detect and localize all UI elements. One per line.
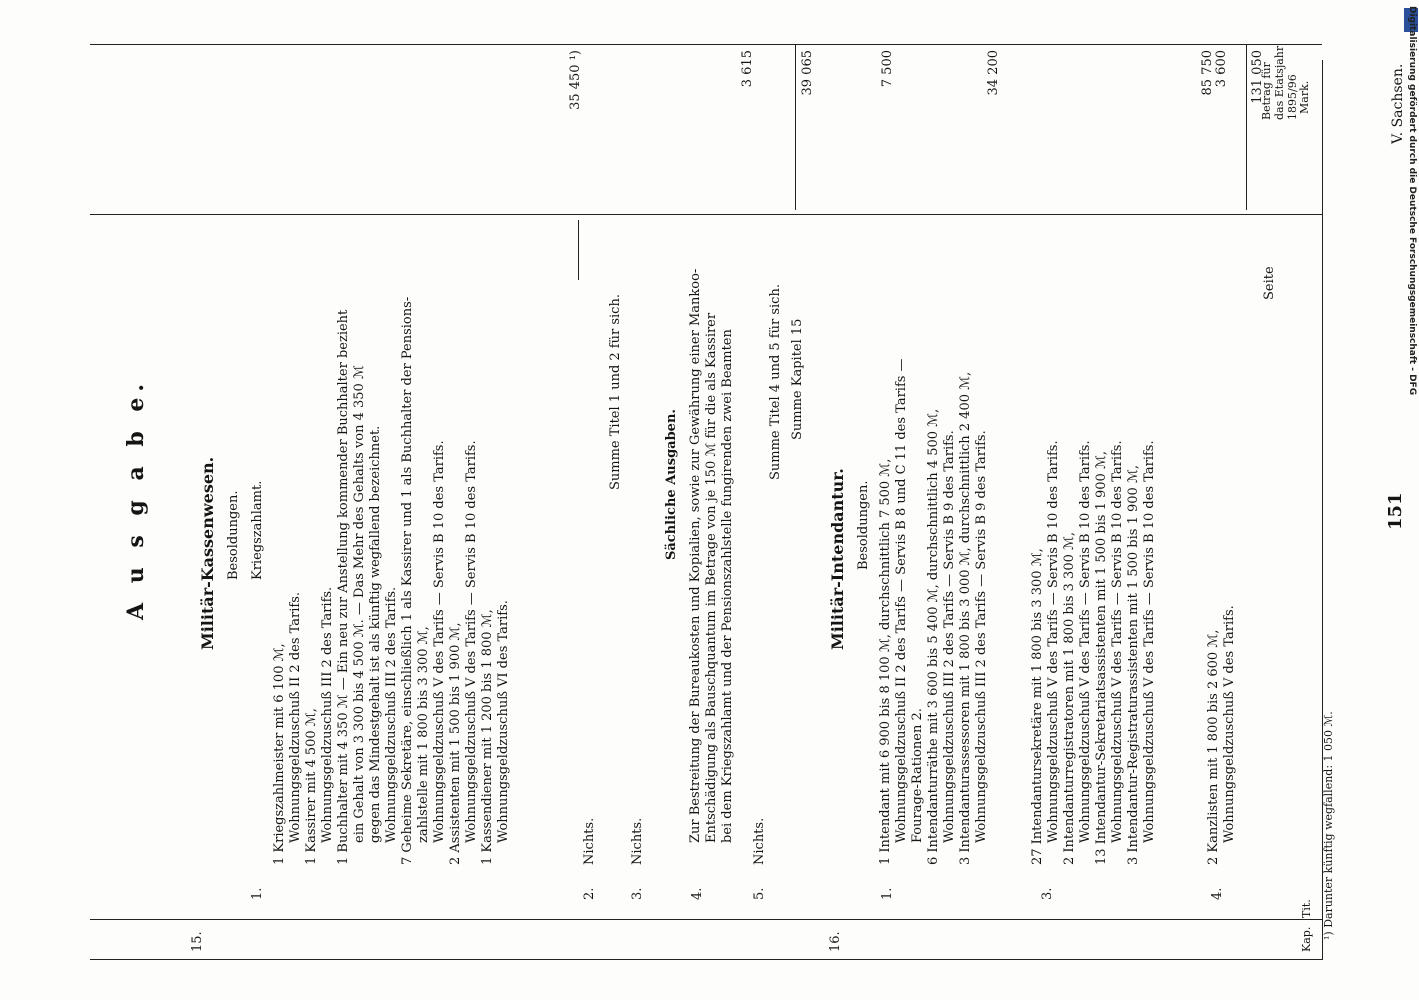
kap15-line: Wohnungsgeldzuschuß II 2 des Tarifs. — [288, 591, 303, 843]
kap15-line: Wohnungsgeldzuschuß III 2 des Tarifs. — [384, 586, 399, 843]
kap15-amount1: 35 450 ¹) — [568, 50, 583, 110]
kap15-nichts2: Nichts. — [582, 817, 597, 865]
kap16-line: 1 Intendant mit 6 900 bis 8 100 ℳ, durchschnittlich 7 500 ℳ, — [878, 458, 893, 865]
kap16-tit3-line: Wohnungsgeldzuschuß V des Tarifs — Servis B 10 des Tarifs. — [1110, 440, 1125, 843]
kap15-tit4-line: bei dem Kriegszahlamt und der Pensionszahlstelle fungirenden zwei Beamten — [720, 329, 735, 843]
kap15-line: Wohnungsgeldzuschuß V des Tarifs — Servis B 10 des Tarifs. — [464, 440, 479, 843]
kap15-heading: Militär-Kassenwesen. — [198, 456, 217, 650]
kap15-summe-1-2: Summe Titel 1 und 2 für sich. — [608, 294, 623, 490]
kap16-tit3: 3. — [1040, 887, 1055, 900]
kap15-line: Wohnungsgeldzuschuß III 2 des Tarifs. — [320, 586, 335, 843]
kap16-tit4-line: Wohnungsgeldzuschuß V des Tarifs. — [1222, 605, 1237, 843]
summe-rule — [578, 220, 579, 280]
kap16-tit4: 4. — [1210, 887, 1225, 900]
seite-rule — [1246, 45, 1247, 210]
section-heading: V. Sachsen. — [1390, 63, 1406, 144]
footnote: ¹) Darunter künftig wegfallend: 1 050 ℳ. — [1322, 711, 1335, 940]
dfg-credit: Digitalisierung gefördert durch die Deutsche Forschungsgemeinschaft - DFG — [1407, 6, 1417, 396]
kap16-amount1: 7 500 — [880, 50, 895, 88]
kap15-tit5: 5. — [752, 887, 767, 900]
kap15-line: 1 Buchhalter mit 4 350 ℳ — Ein neu zur Anstellung kommender Buchhalter bezieht — [336, 309, 351, 865]
kap15-tit4-text — [688, 269, 736, 865]
kap15-line: Wohnungsgeldzuschuß VI des Tarifs. — [496, 600, 511, 843]
rule-amount-left — [90, 214, 1322, 215]
kap15-tit4-line: Entschädigung als Bauschquantum im Betrage von je 150 ℳ für die als Kassirer — [704, 312, 719, 843]
kap16-tit3-line: Wohnungsgeldzuschuß V des Tarifs — Servis B 10 des Tarifs. — [1078, 440, 1093, 843]
kap16-number: 16. — [828, 931, 843, 952]
kap16-position-list-3 — [1030, 440, 1158, 865]
kap16-tit3-line: 13 Intendantur-Sekretariatsassistenten mit 1 500 bis 1 900 ℳ, — [1094, 451, 1109, 865]
kap16-line: Wohnungsgeldzuschuß III 2 des Tarifs — Servis B 9 des Tarifs. — [974, 430, 989, 843]
kap15-kriegszahlamt: Kriegszahlamt. — [250, 480, 265, 580]
kap15-line: 1 Kassendiener mit 1 200 bis 1 800 ℳ, — [480, 609, 495, 865]
kap16-line: Wohnungsgeldzuschuß III 2 des Tarifs — Servis B 9 des Tarifs. — [942, 430, 957, 843]
kap15-sachliche: Sächliche Ausgaben. — [664, 409, 679, 560]
kap15-line: Wohnungsgeldzuschuß V des Tarifs — Servis B 10 des Tarifs. — [432, 440, 447, 843]
kap16-tit3-line: Wohnungsgeldzuschuß V des Tarifs — Servis B 10 des Tarifs. — [1046, 440, 1061, 843]
kap15-line: 1 Kriegszahlmeister mit 6 100 ℳ, — [272, 643, 287, 865]
kap16-line: 3 Intendanturassessoren mit 1 800 bis 3 000 ℳ, durchschnittlich 2 400 ℳ, — [958, 371, 973, 865]
kap15-tit4-line: Zur Bestreitung der Bureaukosten und Kopialien, sowie zur Gewährung einer Mankoo- — [688, 268, 703, 843]
main-title: A u s g a b e. — [123, 377, 149, 620]
kap16-amount3a: 85 750 — [1200, 50, 1215, 96]
kap16-line: Wohnungsgeldzuschuß II 2 des Tarifs — Servis B 8 und C 11 des Tarifs — — [894, 358, 909, 843]
kap16-heading: Militär-Intendantur. — [828, 468, 847, 650]
kap16-amount2: 34 200 — [986, 50, 1001, 96]
kap16-amount3b: 3 600 — [1214, 50, 1229, 88]
kap15-tit2: 2. — [582, 887, 597, 900]
kap15-line: 2 Assistenten mit 1 500 bis 1 900 ℳ, — [448, 622, 463, 865]
kap15-besoldungen: Besoldungen. — [226, 490, 241, 580]
kap15-line: ein Gehalt von 3 300 bis 4 500 ℳ. — Das Mehr des Gehalts von 4 350 ℳ — [352, 365, 367, 843]
kap15-position-list — [272, 297, 512, 865]
page-number: 151 — [1385, 492, 1406, 530]
kap15-summe-kapitel: Summe Kapitel 15 — [790, 318, 805, 440]
kap16-line: Fourage-Rationen 2. — [910, 708, 925, 843]
kap15-amount-sum: 39 065 — [800, 50, 815, 96]
kap16-tit3-line: Wohnungsgeldzuschuß V des Tarifs — Servis B 10 des Tarifs. — [1142, 440, 1157, 843]
col-kap: Kap. — [1300, 926, 1313, 952]
kap15-nichts5: Nichts. — [752, 817, 767, 865]
kap15-line: gegen das Mindestgehalt ist als künftig wegfallend bezeichnet. — [368, 425, 383, 843]
col-betrag: Betrag für das Etatsjahr 1895/96 — [1260, 45, 1299, 120]
kap15-tit1: 1. — [250, 887, 265, 900]
kap15-amount4: 3 615 — [740, 50, 755, 88]
col-tit: Tit. — [1300, 899, 1313, 918]
rule-kap — [90, 959, 1322, 960]
kap16-besoldungen: Besoldungen. — [856, 480, 871, 570]
rule-tit — [90, 919, 1322, 920]
kap15-line: 7 Geheime Sekretäre, einschließlich 1 als Kassirer und 1 als Buchhalter der Pensions- — [400, 296, 415, 865]
kap16-tit4-line: 2 Kanzlisten mit 1 800 bis 2 600 ℳ, — [1206, 629, 1221, 865]
kap16-tit3-line: 27 Intendantursekretäre mit 1 800 bis 3 300 ℳ, — [1030, 548, 1045, 865]
kap16-tit1: 1. — [880, 887, 895, 900]
kap16-position-list — [878, 358, 990, 865]
rule-amount-right — [90, 44, 1322, 45]
kap15-tit3: 3. — [630, 887, 645, 900]
kap16-tit3-line: 2 Intendanturregistratoren mit 1 800 bis 3 300 ℳ, — [1062, 531, 1077, 865]
kap15-line: 1 Kassirer mit 4 500 ℳ, — [304, 708, 319, 865]
kap15-line: zahlstelle mit 1 800 bis 3 300 ℳ, — [416, 626, 431, 843]
kap15-nichts3: Nichts. — [630, 817, 645, 865]
kap15-tit4: 4. — [690, 887, 705, 900]
kap15-number: 15. — [190, 931, 205, 952]
seite-label: Seite — [1262, 266, 1277, 300]
kap16-tit3-line: 3 Intendantur-Registraturassistenten mit 1 500 bis 1 900 ℳ, — [1126, 465, 1141, 865]
col-mark: Mark. — [1298, 80, 1311, 114]
kap16-position-list-4 — [1206, 605, 1238, 865]
kap15-summe-4-5: Summe Titel 4 und 5 für sich. — [768, 284, 783, 480]
kap16-line: 6 Intendanturräthe mit 3 600 bis 5 400 ℳ, durchschnittlich 4 500 ℳ, — [926, 408, 941, 865]
seite-amount: 131 050 — [1250, 50, 1265, 104]
sum-rule — [795, 45, 796, 210]
